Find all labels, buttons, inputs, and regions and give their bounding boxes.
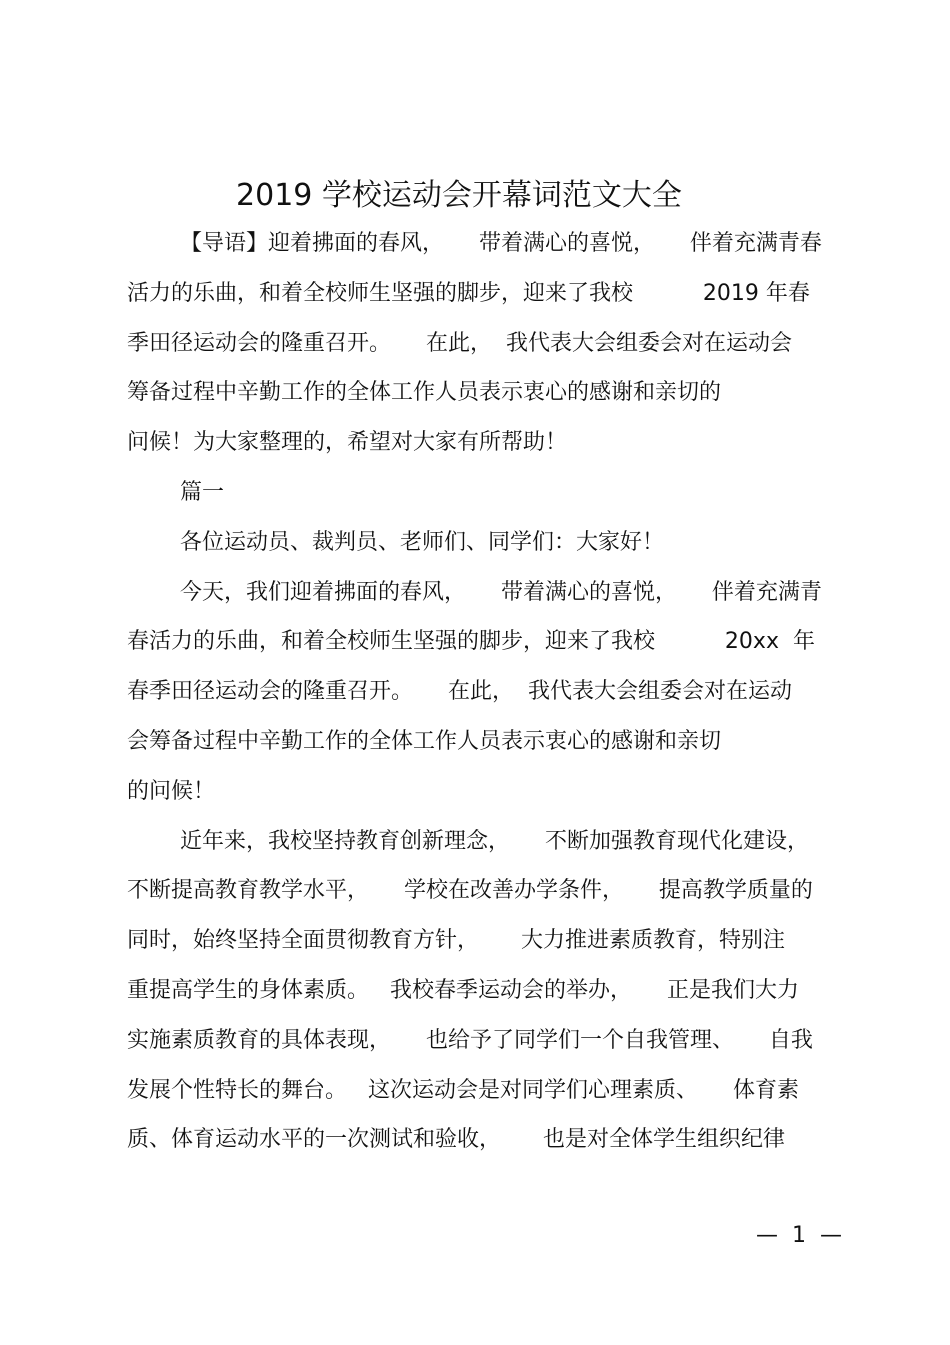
text-line: 同时，始终坚持全面贯彻教育方针， 大力推进素质教育，特别注 bbox=[127, 928, 785, 953]
text-line: 活力的乐曲，和着全校师生坚强的脚步，迎来了我校 2019 年春 bbox=[127, 281, 810, 306]
text-line: 春活力的乐曲，和着全校师生坚强的脚步，迎来了我校 20xx 年 bbox=[127, 629, 815, 654]
page-number: — 1 — bbox=[756, 1223, 842, 1248]
text-line: 今天，我们迎着拂面的春风， 带着满心的喜悦， 伴着充满青 bbox=[180, 580, 822, 605]
text-line: 季田径运动会的隆重召开。 在此， 我代表大会组委会对在运动会 bbox=[127, 331, 792, 356]
text-line: 实施素质教育的具体表现， 也给予了同学们一个自我管理、 自我 bbox=[127, 1028, 813, 1053]
text-line: 质、体育运动水平的一次测试和验收， 也是对全体学生组织纪律 bbox=[127, 1127, 785, 1152]
text-line: 会筹备过程中辛勤工作的全体工作人员表示衷心的感谢和亲切 bbox=[127, 729, 722, 754]
document-title: 2019 学校运动会开幕词范文大全 bbox=[236, 178, 682, 213]
text-line: 发展个性特长的舞台。 这次运动会是对同学们心理素质、 体育素 bbox=[127, 1078, 799, 1103]
text-line: 的问候！ bbox=[127, 779, 216, 804]
text-line: 春季田径运动会的隆重召开。 在此， 我代表大会组委会对在运动 bbox=[127, 679, 792, 704]
text-line: 各位运动员、裁判员、老师们、同学们：大家好！ bbox=[180, 530, 665, 555]
text-line: 筹备过程中辛勤工作的全体工作人员表示衷心的感谢和亲切的 bbox=[127, 380, 722, 405]
text-line: 近年来，我校坚持教育创新理念， 不断加强教育现代化建设， bbox=[180, 829, 809, 854]
text-line: 【导语】迎着拂面的春风， 带着满心的喜悦， 伴着充满青春 bbox=[180, 231, 822, 256]
section-heading: 篇一 bbox=[180, 480, 225, 505]
text-line: 重提高学生的身体素质。 我校春季运动会的举办， 正是我们大力 bbox=[127, 978, 799, 1003]
text-line: 问候！为大家整理的，希望对大家有所帮助！ bbox=[127, 430, 568, 455]
text-line: 不断提高教育教学水平， 学校在改善办学条件， 提高教学质量的 bbox=[127, 878, 813, 903]
